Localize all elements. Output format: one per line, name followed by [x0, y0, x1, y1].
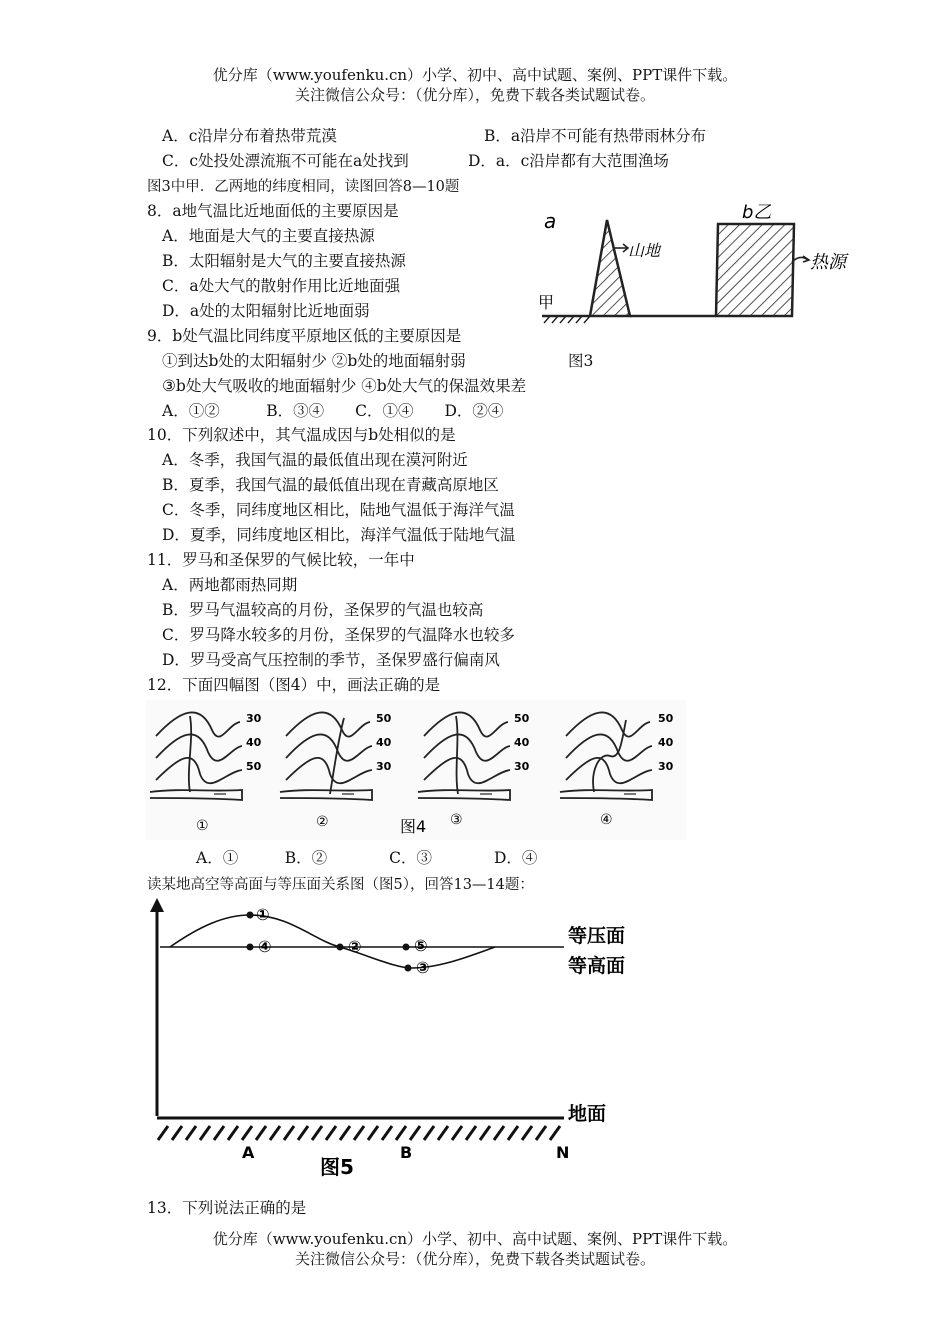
fig4-p2-num: ②	[316, 814, 329, 830]
q11-option-a: A．两地都雨热同期	[162, 576, 298, 594]
fig5-point-2: ②	[348, 937, 362, 956]
fig4-p1-num: ①	[196, 818, 209, 834]
fig4-p4-label-1: 50	[658, 712, 674, 725]
figure-4	[146, 700, 686, 840]
fig3-label-jia: 甲	[538, 293, 555, 312]
fig4-p2-label-3: 30	[376, 760, 392, 773]
fig4-p1-label-3: 50	[246, 760, 262, 773]
fig4-p4-label-2: 40	[658, 736, 674, 749]
fig5-point-1: ①	[256, 905, 270, 924]
q10-option-d: D．夏季，同纬度地区相比，海洋气温低于陆地气温	[162, 526, 516, 544]
page-footer-line2: 关注微信公众号：（优分库），免费下载各类试题试卷。	[294, 1250, 655, 1268]
fig5-isobar-label: 等压面	[568, 925, 626, 947]
intro-13-14: 读某地高空等高面与等压面关系图（图5），回答13—14题：	[147, 877, 534, 893]
fig4-p3-num: ③	[450, 812, 463, 828]
q11-stem: 11．罗马和圣保罗的气候比较，一年中	[147, 551, 415, 569]
q10-option-c: C．冬季，同纬度地区相比，陆地气温低于海洋气温	[162, 501, 515, 519]
fig5-tick-a: A	[242, 1143, 255, 1162]
q8-option-c: C．a处大气的散射作用比近地面强	[162, 277, 401, 295]
fig5-contour-label: 等高面	[568, 955, 626, 977]
prev-option-d: D．a．c沿岸都有大范围渔场	[468, 152, 669, 170]
q11-option-b: B．罗马气温较高的月份，圣保罗的气温也较高	[162, 601, 484, 619]
fig4-p1-label-1: 30	[246, 712, 262, 725]
fig4-p3-label-1: 50	[514, 712, 530, 725]
q9-options: A．①② B．③④ C．①④ D．②④	[162, 402, 504, 420]
figure-5	[140, 896, 660, 1186]
fig4-caption: 图4	[400, 817, 427, 836]
fig5-ground-label: 地面	[568, 1103, 607, 1125]
fig3-label-source: 热源	[810, 252, 846, 273]
fig5-point-3: ③	[416, 958, 430, 977]
q11-option-d: D．罗马受高气压控制的季节，圣保罗盛行偏南风	[162, 651, 500, 669]
q10-stem: 10．下列叙述中，其气温成因与b处相似的是	[147, 426, 456, 444]
fig3-label-b: b乙	[742, 202, 772, 223]
prev-option-b: B．a沿岸不可能有热带雨林分布	[484, 127, 707, 145]
prev-option-c: C．c处投处漂流瓶不可能在a处找到	[162, 152, 409, 170]
fig4-p2-label-1: 50	[376, 712, 392, 725]
q13-stem: 13．下列说法正确的是	[147, 1199, 307, 1217]
q8-option-b: B．太阳辐射是大气的主要直接热源	[162, 252, 406, 270]
q9-stem: 9．b处气温比同纬度平原地区低的主要原因是	[147, 327, 462, 345]
q8-stem: 8．a地气温比近地面低的主要原因是	[147, 202, 399, 220]
figure-3	[530, 196, 860, 332]
fig4-p1-label-2: 40	[246, 736, 262, 749]
fig5-tick-n: N	[556, 1143, 570, 1162]
fig4-p4-label-3: 30	[658, 760, 674, 773]
fig4-p4-num: ④	[600, 812, 613, 828]
q8-option-d: D．a处的太阳辐射比近地面弱	[162, 302, 370, 320]
fig4-p3-label-3: 30	[514, 760, 530, 773]
fig5-point-4: ④	[258, 937, 272, 956]
fig4-p3-label-2: 40	[514, 736, 530, 749]
page-footer-line1: 优分库（www.youfenku.cn）小学、初中、高中试题、案例、PPT课件下载。	[212, 1230, 738, 1248]
fig3-caption: 图3	[568, 352, 594, 370]
fig4-p2-label-2: 40	[376, 736, 392, 749]
fig5-caption: 图5	[320, 1155, 354, 1179]
fig3-label-mountain: 山地	[628, 241, 661, 260]
q11-option-c: C．罗马降水较多的月份，圣保罗的气温降水也较多	[162, 626, 515, 644]
q9-statements-2: ③b处大气吸收的地面辐射少 ④b处大气的保温效果差	[162, 377, 527, 395]
page-header-line2: 关注微信公众号：（优分库），免费下载各类试题试卷。	[294, 86, 655, 104]
q8-option-a: A．地面是大气的主要直接热源	[162, 227, 375, 245]
intro-8-10: 图3中甲．乙两地的纬度相同，读图回答8—10题	[147, 179, 460, 195]
fig5-tick-b: B	[400, 1143, 413, 1162]
page-header-line1: 优分库（www.youfenku.cn）小学、初中、高中试题、案例、PPT课件下载。	[212, 66, 738, 84]
fig5-point-5: ⑤	[414, 936, 428, 955]
q12-options: A．① B．② C．③ D．④	[196, 849, 538, 867]
q9-statements-1: ①到达b处的太阳辐射少 ②b处的地面辐射弱	[162, 352, 466, 370]
prev-option-a: A．c沿岸分布着热带荒漠	[162, 127, 337, 145]
fig3-label-a: a	[544, 209, 557, 233]
q10-option-b: B．夏季，我国气温的最低值出现在青藏高原地区	[162, 476, 499, 494]
q12-stem: 12．下面四幅图（图4）中，画法正确的是	[147, 676, 441, 694]
q10-option-a: A．冬季，我国气温的最低值出现在漠河附近	[162, 451, 468, 469]
